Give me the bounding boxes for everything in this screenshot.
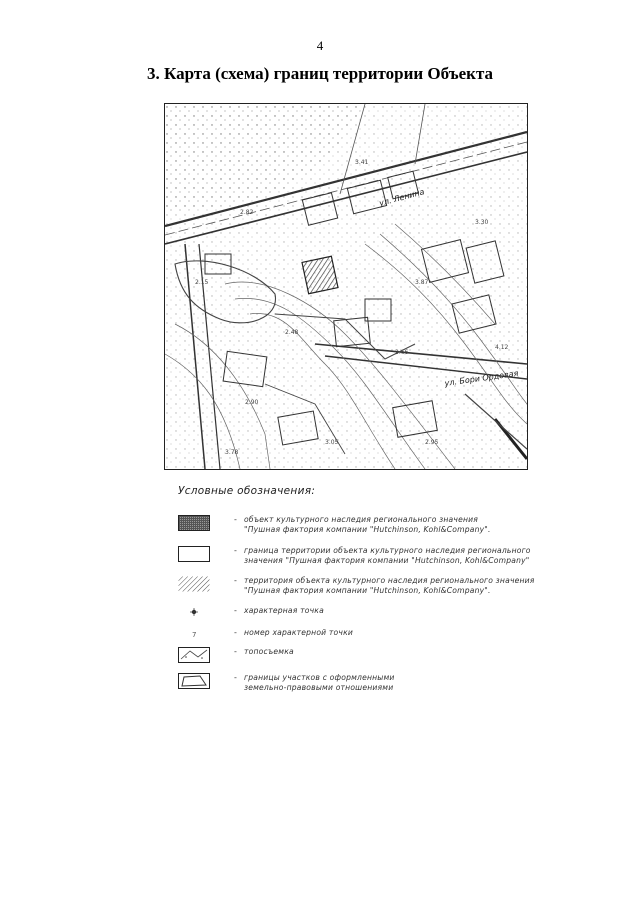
legend-dash: - xyxy=(234,647,237,656)
svg-text:7: 7 xyxy=(192,631,197,639)
legend-description: объект культурного наследия регионального значения "Пушная фактория компании "Hutchinson, Kohl&Company". xyxy=(244,515,491,534)
point-number-icon xyxy=(178,628,210,644)
territory-hatch-icon xyxy=(178,576,210,592)
elevation-label: 4.12 xyxy=(495,344,509,351)
elevation-label: 2.66 xyxy=(395,349,409,356)
cultural-object-fill-icon xyxy=(178,515,210,531)
legend-dash: - xyxy=(234,673,237,682)
elevation-label: 3.30 xyxy=(475,219,489,226)
legend-description: граница территории объекта культурного наследия регионального значения "Пушная фактория компании "Hutchinson, Kohl&Company" xyxy=(244,546,531,565)
street-label-lenina: ул. Ленина xyxy=(378,187,426,208)
elevation-label: 3.78 xyxy=(225,449,239,456)
plot-boundaries-icon xyxy=(178,673,210,689)
page-title: 3. Карта (схема) границ территории Объекта xyxy=(146,64,494,83)
legend-dash: - xyxy=(234,606,237,615)
legend-dash: - xyxy=(234,576,237,585)
legend-description: территория объекта культурного наследия регионального значения "Пушная фактория компании "Hutchinson, Kohl&Company". xyxy=(244,576,535,595)
legend-dash: - xyxy=(234,628,237,637)
legend-description: топосъемка xyxy=(244,647,294,656)
elevation-label: 3.87 xyxy=(415,279,429,286)
page-number: 4 xyxy=(316,38,324,53)
elevation-label: 2.48 xyxy=(285,329,299,336)
legend-description: номер характерной точки xyxy=(244,628,354,637)
legend-title: Условные обозначения: xyxy=(178,485,316,497)
elevation-label: 3.41 xyxy=(355,159,369,166)
territory-map xyxy=(164,103,528,470)
territory-boundary-icon xyxy=(178,546,210,562)
elevation-label: 2.15 xyxy=(195,279,209,286)
street-label-ordovaya: ул. Бори Ордовая xyxy=(444,368,519,388)
legend-description: границы участков с оформленными земельно-правовыми отношениями xyxy=(244,673,395,692)
elevation-label: 2.82 xyxy=(240,209,254,216)
legend-dash: - xyxy=(234,546,237,555)
characteristic-point-icon xyxy=(178,606,210,622)
topographic-survey-icon xyxy=(178,647,210,663)
elevation-label: 2.95 xyxy=(425,439,439,446)
legend-description: характерная точка xyxy=(244,606,324,615)
map-drawing xyxy=(165,104,527,469)
elevation-label: 2.90 xyxy=(245,399,259,406)
elevation-label: 3.05 xyxy=(325,439,339,446)
legend-dash: - xyxy=(234,515,237,524)
